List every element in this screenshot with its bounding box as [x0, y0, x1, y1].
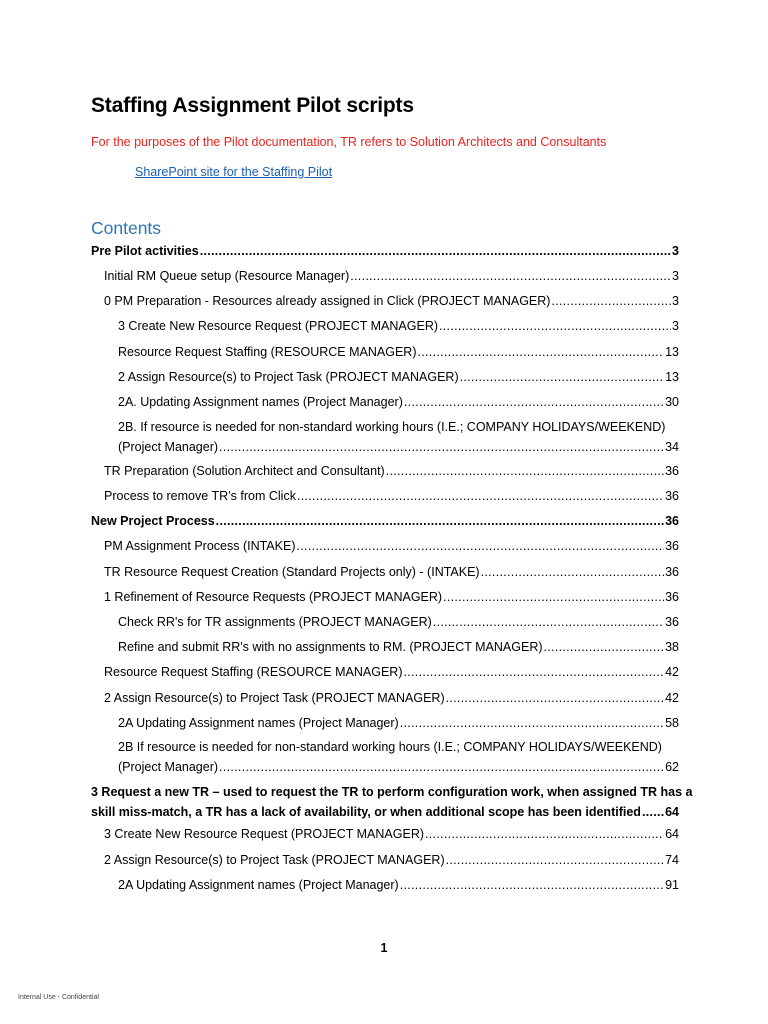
toc-entry-text-line1: 2B If resource is needed for non-standard working hours (I.E.; COMPANY HOLIDAYS/WEEKEND)	[118, 740, 662, 754]
toc-entry[interactable]	[91, 782, 693, 822]
sharepoint-link[interactable]: SharePoint site for the Staffing Pilot	[135, 165, 333, 179]
toc-page-number: 36	[665, 615, 679, 629]
toc-entry-text: 1 Refinement of Resource Requests (PROJECT MANAGER)	[104, 590, 443, 604]
toc-dot-leader	[460, 367, 664, 387]
toc-entry-text: 0 PM Preparation - Resources already assigned in Click (PROJECT MANAGER)	[104, 294, 551, 308]
toc-dot-leader	[446, 688, 664, 708]
toc-entry-text: 2A Updating Assignment names (Project Manager)	[118, 878, 399, 892]
toc-entry[interactable]	[104, 688, 679, 708]
toc-page-number: 38	[665, 640, 679, 654]
toc-dot-leader	[404, 392, 664, 412]
contents-heading: Contents	[91, 218, 162, 238]
toc-entry[interactable]	[118, 316, 679, 336]
confidentiality-footer: Internal Use - Confidential	[18, 994, 99, 1001]
toc-dot-leader	[417, 342, 664, 362]
toc-entry[interactable]	[104, 587, 679, 607]
toc-entry-text: 2A Updating Assignment names (Project Manager)	[118, 716, 399, 730]
toc-page-number: 3	[672, 244, 679, 258]
toc-page-number: 36	[665, 590, 679, 604]
toc-entry-text: 3 Create New Resource Request (PROJECT MANAGER)	[104, 827, 425, 841]
toc-entry-text: skill miss-match, a TR has a lack of availability, or when additional scope has been identified	[91, 805, 641, 819]
toc-dot-leader	[433, 612, 664, 632]
toc-entry[interactable]	[118, 417, 679, 457]
toc-page-number: 3	[672, 294, 679, 308]
toc-page-number: 3	[672, 319, 679, 333]
toc-entry[interactable]	[104, 562, 679, 582]
toc-entry-text: Check RR's for TR assignments (PROJECT MANAGER)	[118, 615, 432, 629]
toc-entry-text: Process to remove TR’s from Click	[104, 489, 296, 503]
toc-page-number: 58	[665, 716, 679, 730]
toc-entry-text: 2 Assign Resource(s) to Project Task (PROJECT MANAGER)	[118, 370, 459, 384]
document-title: Staffing Assignment Pilot scripts	[91, 94, 414, 117]
toc-dot-leader	[386, 461, 664, 481]
toc-entry-text: PM Assignment Process (INTAKE)	[104, 539, 296, 553]
toc-entry-text: 3 Create New Resource Request (PROJECT MANAGER)	[118, 319, 439, 333]
toc-page-number: 13	[665, 370, 679, 384]
toc-entry[interactable]	[91, 241, 679, 261]
toc-dot-leader	[446, 850, 664, 870]
toc-entry-text: New Project Process	[91, 514, 215, 528]
toc-entry[interactable]	[118, 875, 679, 895]
page-number: 1	[380, 941, 388, 955]
toc-entry-text: TR Resource Request Creation (Standard Projects only) - (INTAKE)	[104, 565, 480, 579]
toc-page-number: 36	[665, 565, 679, 579]
toc-entry[interactable]	[104, 536, 679, 556]
toc-page-number: 36	[665, 539, 679, 553]
toc-dot-leader	[400, 875, 664, 895]
toc-entry[interactable]	[104, 486, 679, 506]
toc-dot-leader	[297, 486, 664, 506]
toc-entry[interactable]	[118, 713, 679, 733]
toc-entry-text: Pre Pilot activities	[91, 244, 199, 258]
toc-entry-text: Refine and submit RR's with no assignments to RM. (PROJECT MANAGER)	[118, 640, 543, 654]
toc-dot-leader	[481, 562, 664, 582]
toc-entry[interactable]	[118, 367, 679, 387]
toc-dot-leader	[642, 802, 664, 822]
toc-entry[interactable]	[104, 662, 679, 682]
toc-dot-leader	[443, 587, 664, 607]
toc-dot-leader	[297, 536, 665, 556]
toc-page-number: 91	[665, 878, 679, 892]
toc-page-number: 36	[665, 514, 679, 528]
toc-dot-leader	[219, 757, 664, 777]
toc-entry-text-line1: 2B. If resource is needed for non-standard working hours (I.E.; COMPANY HOLIDAYS/WEEKEND)	[118, 420, 666, 434]
toc-dot-leader	[425, 824, 664, 844]
toc-page-number: 74	[665, 853, 679, 867]
toc-entry-text-line1: 3 Request a new TR – used to request the TR to perform configuration work, when assigned TR has a	[91, 785, 693, 799]
toc-page-number: 64	[665, 827, 679, 841]
toc-entry[interactable]	[118, 392, 679, 412]
toc-entry-text: Resource Request Staffing (RESOURCE MANAGER)	[118, 345, 417, 359]
toc-entry[interactable]	[104, 461, 679, 481]
toc-entry[interactable]	[91, 511, 679, 531]
toc-entry[interactable]	[104, 291, 679, 311]
toc-entry-text: 2 Assign Resource(s) to Project Task (PROJECT MANAGER)	[104, 853, 445, 867]
toc-entry-text: TR Preparation (Solution Architect and Consultant)	[104, 464, 385, 478]
toc-page-number: 62	[665, 760, 679, 774]
toc-page-number: 64	[665, 805, 679, 819]
toc-dot-leader	[400, 713, 664, 733]
toc-entry-text: (Project Manager)	[118, 760, 219, 774]
toc-entry[interactable]	[104, 850, 679, 870]
toc-dot-leader	[551, 291, 671, 311]
toc-dot-leader	[219, 437, 664, 457]
toc-page-number: 42	[665, 665, 679, 679]
toc-entry-text: (Project Manager)	[118, 440, 219, 454]
toc-entry-text: Initial RM Queue setup (Resource Manager)	[104, 269, 350, 283]
toc-entry-text: 2 Assign Resource(s) to Project Task (PROJECT MANAGER)	[104, 691, 445, 705]
toc-page-number: 30	[665, 395, 679, 409]
toc-page-number: 34	[665, 440, 679, 454]
toc-entry[interactable]	[104, 266, 679, 286]
toc-dot-leader	[544, 637, 665, 657]
toc-entry[interactable]	[104, 824, 679, 844]
toc-page-number: 3	[672, 269, 679, 283]
toc-entry-text: 2A. Updating Assignment names (Project Manager)	[118, 395, 403, 409]
toc-page-number: 36	[665, 464, 679, 478]
pilot-note: For the purposes of the Pilot documentation, TR refers to Solution Architects and Consultants	[91, 135, 607, 149]
toc-dot-leader	[216, 511, 664, 531]
toc-page-number: 42	[665, 691, 679, 705]
toc-entry[interactable]	[118, 612, 679, 632]
toc-page-number: 36	[665, 489, 679, 503]
toc-dot-leader	[403, 662, 664, 682]
toc-dot-leader	[350, 266, 671, 286]
toc-entry[interactable]	[118, 342, 679, 362]
toc-entry-text: Resource Request Staffing (RESOURCE MANAGER)	[104, 665, 403, 679]
toc-dot-leader	[439, 316, 671, 336]
toc-entry[interactable]	[118, 637, 679, 657]
toc-page-number: 13	[665, 345, 679, 359]
toc-dot-leader	[200, 241, 671, 261]
toc-entry[interactable]	[118, 737, 679, 777]
